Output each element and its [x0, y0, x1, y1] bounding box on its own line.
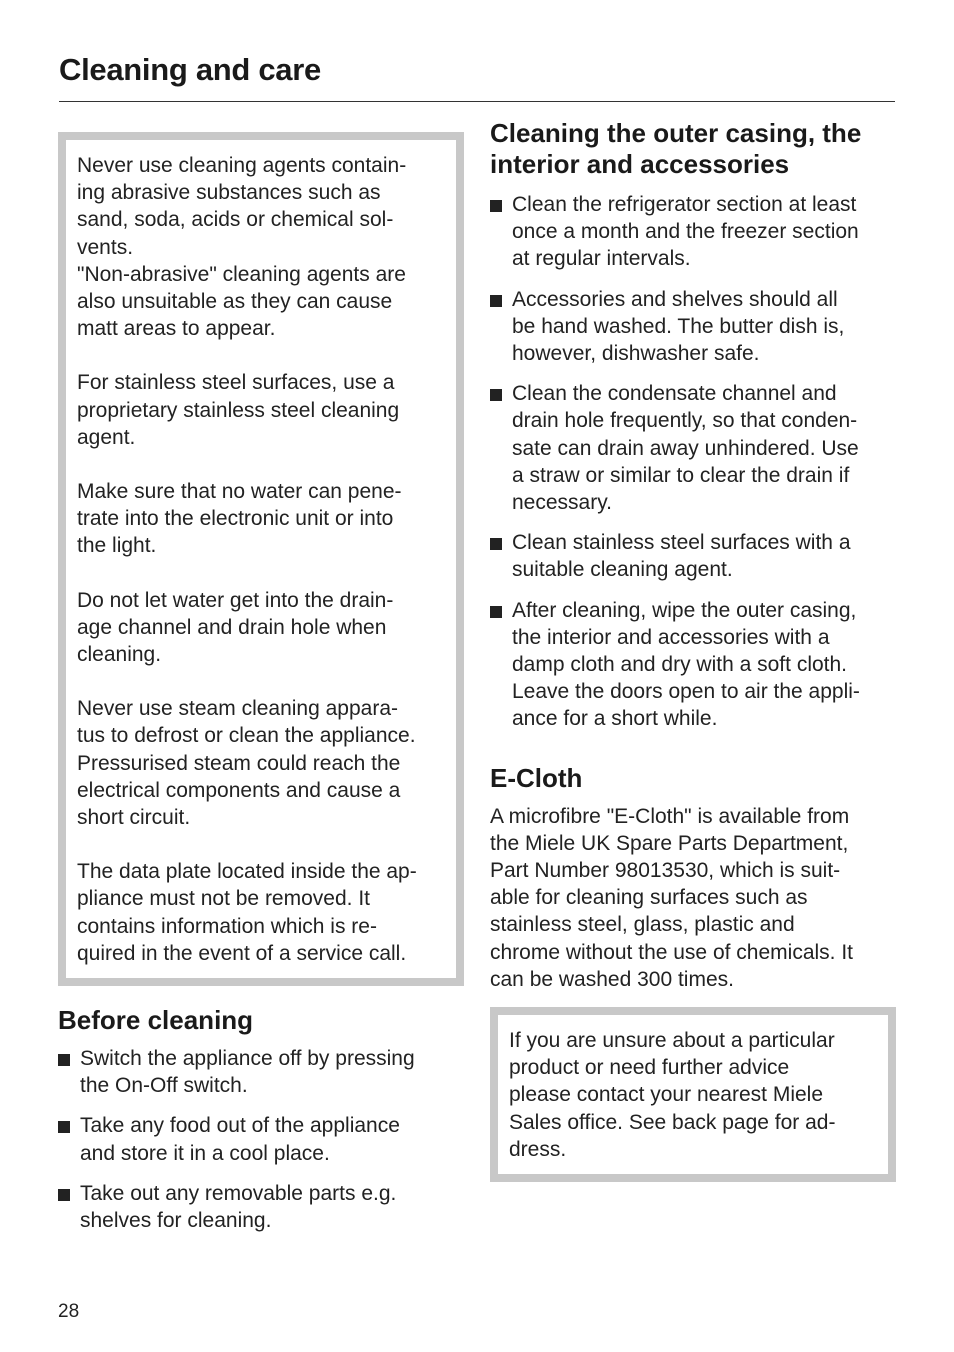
- square-bullet-icon: [490, 295, 502, 307]
- warning-paragraph: The data plate located inside the ap- pliance must not be removed. It contains information which is re- quired in the event of a service call.: [77, 860, 417, 965]
- list-item: [490, 191, 896, 273]
- list-item-text: Clean stainless steel surfaces with a suitable cleaning agent.: [512, 531, 851, 582]
- warning-paragraph: For stainless steel surfaces, use a proprietary stainless steel cleaning agent.: [77, 371, 400, 449]
- list-item: [58, 1045, 464, 1099]
- list-item-text: Clean the refrigerator section at least once a month and the freezer section at regular intervals.: [512, 193, 859, 271]
- list-item-text: Switch the appliance off by pressing the On-Off switch.: [80, 1047, 415, 1098]
- warning-paragraph: Never use steam cleaning appara- tus to defrost or clean the appliance. Pressurised steam could reach the electrical components and cause a short circuit.: [77, 697, 416, 830]
- ecloth-heading: E-Cloth: [490, 762, 583, 793]
- title-rule: [59, 101, 895, 102]
- square-bullet-icon: [58, 1054, 70, 1066]
- note-text: If you are unsure about a particular product or need further advice please contact your nearest Miele Sales office. See back page for ad- dress.: [509, 1029, 836, 1161]
- before-cleaning-heading: Before cleaning: [58, 1005, 254, 1036]
- left-column: [58, 132, 464, 1234]
- list-item-text: After cleaning, wipe the outer casing, the interior and accessories with a damp cloth and dry with a soft cloth. Leave the doors open to air the appli- ance for a short while.: [512, 598, 860, 731]
- list-item: [58, 1112, 464, 1166]
- page-title: Cleaning and care: [59, 52, 321, 87]
- list-item-text: Accessories and shelves should all be hand washed. The butter dish is, however, dishwasher safe.: [512, 287, 845, 366]
- warning-paragraph: Never use cleaning agents contain- ing abrasive substances such as sand, soda, acids or chemical sol- vents. "Non-abrasive" cleaning agents are also unsuitable as they can cause matt areas to appear.: [77, 154, 407, 341]
- warning-paragraph: Do not let water get into the drain- age channel and drain hole when cleaning.: [77, 588, 394, 667]
- warning-box: [58, 132, 464, 986]
- list-item: [490, 529, 896, 583]
- square-bullet-icon: [58, 1189, 70, 1201]
- list-item-text: Clean the condensate channel and drain hole frequently, so that conden- sate can drain away unhindered. Use a straw or similar to clear the drain if necessary.: [512, 382, 859, 515]
- note-box: [490, 1007, 896, 1182]
- square-bullet-icon: [58, 1121, 70, 1133]
- list-item: [490, 286, 896, 368]
- list-item-text: Take out any removable parts e.g. shelves for cleaning.: [80, 1181, 397, 1233]
- warning-paragraph: Make sure that no water can pene- trate into the electronic unit or into the light.: [77, 480, 402, 558]
- before-cleaning-list: [58, 1045, 464, 1234]
- list-item: [490, 597, 896, 733]
- square-bullet-icon: [490, 200, 502, 212]
- list-item-text: Take any food out of the appliance and store it in a cool place.: [80, 1114, 400, 1165]
- list-item: [490, 380, 896, 516]
- outer-casing-list: [490, 191, 896, 733]
- square-bullet-icon: [490, 606, 502, 618]
- page-number: 28: [58, 1301, 80, 1322]
- ecloth-paragraph: A microfibre "E-Cloth" is available from the Miele UK Spare Parts Department, Part Number 98013530, which is suit- able for cleaning surfaces such as stainless steel, glass, plastic and chrome without the use of chemicals. It can be washed 300 times.: [490, 804, 853, 991]
- right-column: [490, 118, 896, 1182]
- square-bullet-icon: [490, 389, 502, 401]
- square-bullet-icon: [490, 538, 502, 550]
- list-item: [58, 1180, 464, 1234]
- outer-casing-heading: Cleaning the outer casing, the interior and accessories: [490, 118, 862, 179]
